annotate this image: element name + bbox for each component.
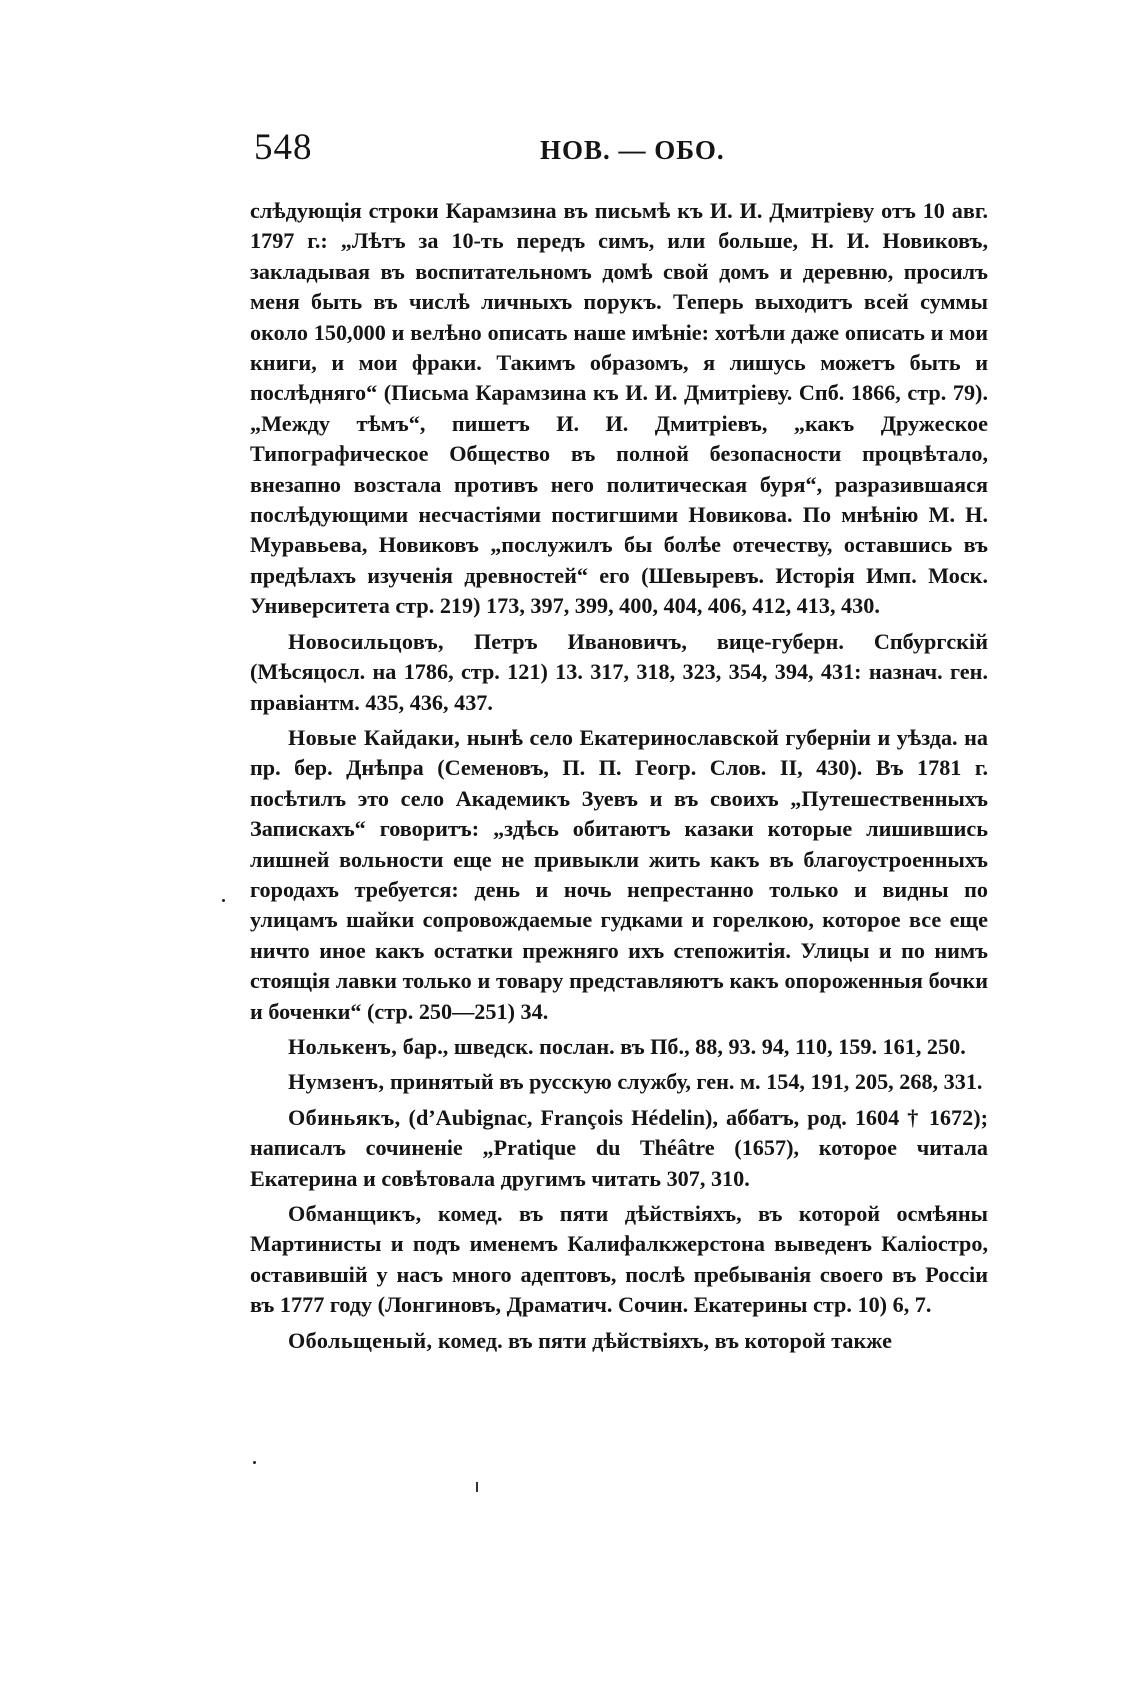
page-header bbox=[0, 126, 1140, 170]
print-speck bbox=[222, 899, 225, 902]
continuation-paragraph bbox=[250, 196, 988, 622]
entry-headword: Новосильцовъ, bbox=[288, 628, 444, 654]
page-number: 548 bbox=[254, 127, 313, 168]
paragraph-text: слѣдующія строки Карамзина въ письмѣ къ И. И. Дмитріеву отъ 10 авг. 1797 г.: „Лѣтъ за 10-ть передъ симъ, или больше, Н. И. Новиковъ, закладывая въ воспитательномъ домѣ свой домъ и деревню, просилъ меня быть въ числѣ личныхъ порукъ. Теперь выходитъ всей суммы около 150,000 и велѣно описать наше имѣніе: хотѣли даже описать и мои книги, и мои фраки. Такимъ образомъ, я лишусь можетъ быть и послѣдняго“ (Письма Карамзина къ И. И. Дмитріеву. Спб. 1866, стр. 79). „Между тѣмъ“, пишетъ И. И. Дмитріевъ, „какъ Дружеское Типографическое Общество въ полной безопасности процвѣтало, внезапно возстала противъ него политическая буря“, разразившаяся послѣдующими несчастіями постигшими Новикова. По мнѣнію М. Н. Муравьева, Новиковъ „послужилъ бы болѣе отечеству, оставшись въ предѣлахъ изученія древностей“ его (Шевыревъ. Исторія Имп. Моск. Университета стр. 219) 173, 397, 399, 400, 404, 406, 412, 413, 430. bbox=[250, 198, 988, 619]
dictionary-entry bbox=[250, 1326, 988, 1356]
dictionary-entry bbox=[250, 1103, 988, 1194]
entry-text: принятый въ русскую службу, ген. м. 154, 191, 205, 268, 331. bbox=[384, 1069, 983, 1095]
entry-headword: Новые Кайдаки, bbox=[288, 724, 461, 750]
running-head: НОВ. — ОБО. bbox=[540, 135, 725, 165]
entry-headword: Нолькенъ, bbox=[288, 1033, 398, 1059]
entry-text: (d’Aubignac, François Hédelin), аббатъ, род. 1604 † 1672); написалъ сочиненіе „Pratique du Théâtre (1657), которое читала Екатерина и совѣтовала другимъ читать 307, 310. bbox=[250, 1104, 988, 1191]
entry-text: нынѣ село Екатеринославской губерніи и уѣзда. на пр. бер. Днѣпра (Семеновъ, П. П. Геогр. Слов. II, 430). Въ 1781 г. посѣтилъ это село Академикъ Зуевъ и въ своихъ „Путешественныхъ Запискахъ“ говоритъ: „здѣсь обитаютъ казаки которые лишившись лишней вольности еще не привыкли жить какъ въ благоустроенныхъ городахъ требуется: день и ночь непрестанно только и видны по улицамъ шайки сопровождаемые гудками и горелкою, которое все еще ничто иное какъ остатки прежняго ихъ степожитія. Улицы и по нимъ стоящія лавки только и товару представляютъ какъ опороженныя бочки и боченки“ (стр. 250—251) 34. bbox=[250, 724, 988, 1024]
print-speck bbox=[253, 1461, 256, 1464]
entry-headword: Обиньякъ, bbox=[288, 1104, 401, 1130]
entry-headword: Нумзенъ, bbox=[288, 1069, 385, 1095]
entry-text: бар., шведск. послан. въ Пб., 88, 93. 94, 110, 159. 161, 250. bbox=[397, 1033, 966, 1059]
dictionary-text-column bbox=[250, 196, 988, 1361]
entry-text: Петръ Ивановичъ, вице-губерн. Спбургскій (Мѣсяцосл. на 1786, стр. 121) 13. 317, 318, 323, 354, 394, 431: назнач. ген. правіантм. 435, 436, 437. bbox=[250, 628, 988, 715]
dictionary-entry bbox=[250, 627, 988, 718]
entry-text: комед. въ пяти дѣйствіяхъ, въ которой также bbox=[432, 1327, 892, 1353]
dictionary-entry bbox=[250, 723, 988, 1027]
print-mark bbox=[476, 1482, 478, 1492]
entry-headword: Обольщеный, bbox=[288, 1327, 433, 1353]
dictionary-entry bbox=[250, 1067, 988, 1097]
entry-headword: Обманщикъ, bbox=[288, 1201, 422, 1226]
entry-text: комед. въ пяти дѣйствіяхъ, въ которой осмѣяны Мартинисты и подъ именемъ Калифалкжерстона выведенъ Каліостро, оставившій у насъ много адептовъ, послѣ пребыванія своего въ Россіи въ 1777 году (Лонгиновъ, Драматич. Сочин. Екатерины стр. 10) 6, 7. bbox=[250, 1201, 988, 1318]
dictionary-entry bbox=[250, 1199, 988, 1321]
dictionary-entry bbox=[250, 1032, 988, 1062]
